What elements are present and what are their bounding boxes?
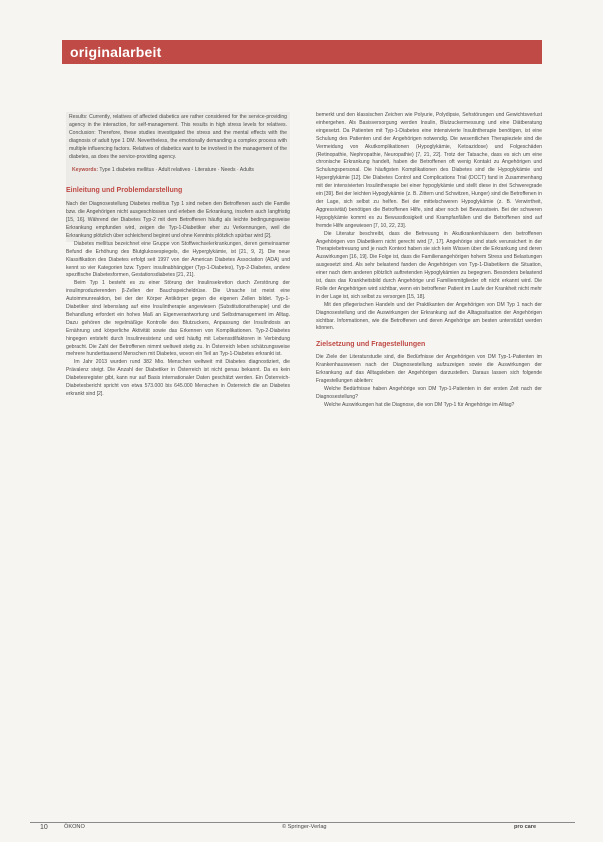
footer-journal-name: pro care [514,824,537,830]
right-column [316,112,542,410]
paragraph: Im Jahr 2013 wurden rund 382 Mio. Menschen weltweit mit Diabetes diagnostiziert, die Prävalenz steigt. Die Anzahl der Diabetiker in Österreich ist nicht genau bekannt. Da es kein Diabetesregister gibt, kann nur auf Basis internationaler Daten geschätzt werden. Ein Österreich-Diabetesbericht spricht von etwa 573.000 bis 645.000 Menschen in Österreich die an Diabetes erkrankt sind [2]. [66,359,290,397]
paragraph: Nach der Diagnosestellung Diabetes mellitus Typ 1 sind neben den Betroffenen auch die Familie bzw. die Angehörigen nicht ausgeschlossen und erleben die Erkrankung, insofern auch langfristig [15, 16]. Während der Diabetes Typ-2 mit dem Betroffenen häufig als leichte bedingungsweise Erkrankung empfunden wird, zeigen die Typ-1-Diabetiker eher zu Verkennungen, weil die Erkrankung plötzlich über schleichend beginnt und ohne Kenntnis plötzlich spürbar wird [2]. [66,201,290,239]
paragraph: Diabetes mellitus bezeichnet eine Gruppe von Stoffwechselerkrankungen, deren gemeinsamer Befund die Erhöhung des Blutglukosespiegels, die Hyperglykämie, ist [21, 9, 2]. Die neue Klassifikation des Diabetes erfolgt seit 1997 von der American Diabetes Association (ADA) und kennt so vier Kategorien bzw. Typen: insulinabhängiger (Typ-1-Diabetes), Typ-2-Diabetes, andere spezifische Diabetesformen, Gestationsdiabetes [21, 21]. [66,240,290,279]
footer-journal: ÖKONO [64,824,85,830]
paragraph: Die Literatur beschreibt, dass die Betreuung in Akutkrankenhäusern den betroffenen Angehörigen von Diabetikern nicht gerecht wird [7, 17]. Angehörige sind stark verunsichert in der Therapiebetreuung und je nach Kontext haben sie sich kein Wissen über die Erkrankung und deren Auswirkungen [16, 19]. Die Folge ist, dass die Familienangehörigen hohem Stress und Belastungen ausgesetzt sind. Als sehr belastend fanden die Angehörigen von Typ-1-Diabetikern die Situation, einer nach dem anderen plötzlich auftretenden Hypoglykämien zu begegnen. Besonders belastend ist, dass das Krankheitsbild durch Angehörige und Familienmitglieder oft nicht erkannt wird. Die Rolle der Angehörigen wird sichtbar, wenn ein betroffener Patient im Laufe der Krankheit nicht mehr in der Lage ist, sich selbst zu versorgen [15, 18]. [316,230,542,300]
page-number: 10 [40,824,48,831]
section-heading-objectives: Zielsetzung und Fragestellungen [316,341,426,349]
paragraph: Beim Typ 1 besteht es zu einer Störung der Insulinsekretion durch Zerstörung der insulinproduzierenden β-Zellen der Bauchspeicheldrüse. Die Ursache ist meist eine Autoimmunreaktion, bei der der Körper Antikörper gegen die eigenen Zellen bildet. Typ-1-Diabetiker sind lebenslang auf eine Insulintherapie angewiesen (Substitutionstherapie) und die Behandlung erfordert ein hohes Maß an Eigenverantwortung und Selbstmanagement im Alltag. Dazu gehören die regelmäßige Kontrolle des Blutzuckers, Anpassung der Insulindosis an Ernährung und körperliche Aktivität sowie das Erkennen von Komplikationen. Typ-2-Diabetes hingegen entsteht durch Insulinresistenz und wird häufig mit Lebensstilfaktoren in Verbindung gebracht. Die Zahl der Betroffenen nimmt weltweit stetig zu. In Österreich leben schätzungsweise mehrere hunderttausend Menschen mit Diabetes, wovon ein Teil an Typ-1-Diabetes erkrankt ist. [66,280,290,358]
section-heading-introduction: Einleitung und Problemdarstellung [66,187,183,195]
abstract [66,112,290,175]
footer-publisher: © Springer-Verlag [282,824,327,830]
section-label: originalarbeit [70,44,162,60]
footer-rule [30,822,575,823]
abstract-body: Results: Currently, relatives of affected diabetics are rather considered for the service-providing agency in the interaction, for self-management. This results in high stress levels for relatives. Conclusion: Therefore, these studies investigated the stress and the mental effects with the diagnosis of adult type 1 DM. Nevertheless, the emotionally demanding a complex process with multiple influencing factors. Relatives of diabetics want to be involved in the management of the diabetes, as does the service-providing agency. [69,114,287,160]
paragraph: bemerkt und den klassischen Zeichen wie Polyurie, Polydipsie, Sehstörungen und Gewichtsverlust einhergehen. Als Basisversorgung werden Insulin, Blutzuckermessung und eine Diätberatung eingesetzt. Da Patienten mit Typ-1-Diabetes eine intensivierte Insulintherapie benötigen, ist eine Schulung des Patienten und der Angehörigen notwendig. Die wesentlichen Therapieziele sind die Vermeidung von Akutkomplikationen (Hypoglykämie, Ketoazidose) und Folgeschäden (Retinopathie, Nephropathie, Neuropathie) [7, 21, 22]. Trotz der Tatsache, dass es sich um eine chronische Erkrankung handelt, haben die Betroffenen oft wenig Kontakt zu Angehörigen und Schulungspersonal. Die häufigsten Komplikationen des Diabetes sind die Hypoglykämie und Hyperglykämie [12]. Die Diabetes Control and Complications Trial (DCCT) fand in Zusammenhang mit der intensivierten Insulintherapie bei einer hypoglykämie und stellt diese in drei Schweregrade ein [39]. Bei der leichten Hypoglykämie (z. B. Zittern und Schwitzen, Hunger) sind die Betroffenen in der Lage, sich selbst zu helfen. Bei der mittelschweren Hypoglykämie (z. B. Verwirrtheit, Aggressivität) benötigen die Betroffenen Hilfe, sind aber noch bei Bewusstsein. Bei der schweren Hypoglykämie kommt es zu Bewusstlosigkeit und Krampfanfällen und die Betroffenen sind auf fremde Hilfe angewiesen [7, 10, 22, 23]. [316,112,542,229]
keywords [69,167,287,175]
keywords-label: Keywords: [72,167,99,174]
left-column [66,112,290,399]
keywords-list: Type 1 diabetes mellitus · Adult relatives · Literature · Needs · Adults [99,167,254,174]
paragraph: Die Ziele der Literaturstudie sind, die Bedürfnisse der Angehörigen von DM Typ-1-Patienten im Krankenhauswesen nach der Diagnosestellung aufzuzeigen sowie die Auswirkungen der Erkrankung auf das Alltagsleben der Angehörigen darzustellen. Daraus lassen sich folgende Fragestellungen ableiten: [316,354,542,384]
research-question: Welche Auswirkungen hat die Diagnose, die von DM Typ-1 für Angehörige im Alltag? [324,401,515,408]
section-banner [62,40,542,64]
paragraph: Mit den pflegerischen Handeln und der Praktikanten der Angehörigen von DM Typ 1 nach der Diagnosestellung und die Auswirkungen der Erkrankung auf die Alltagssituation der Angehörigen sichtbar. Informationen, wie die Betroffenen und deren Angehörige am besten unterstützt werden können. [316,301,542,332]
research-question: Welche Bedürfnisse haben Angehörige von DM Typ-1-Patienten in der ersten Zeit nach der Diagnosestellung? [316,385,542,400]
